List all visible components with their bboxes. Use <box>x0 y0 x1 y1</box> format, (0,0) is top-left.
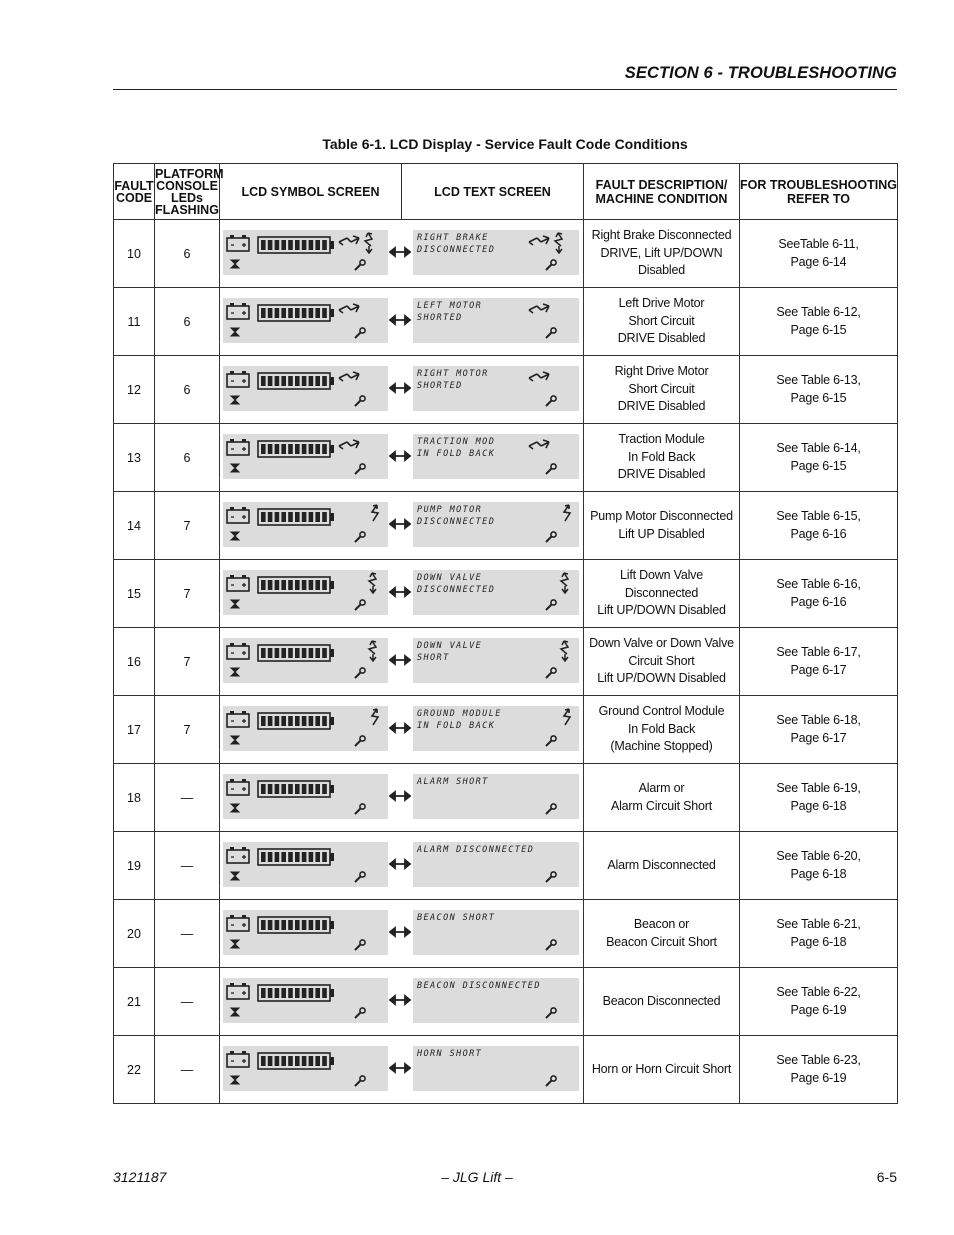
lcd-screens-cell <box>220 424 584 492</box>
wrench-icon <box>546 668 556 678</box>
double-arrow-icon <box>388 858 412 870</box>
drive-icon <box>339 236 359 245</box>
table-title: Table 6-1. LCD Display - Service Fault Code Conditions <box>322 136 688 152</box>
wrench-icon <box>355 464 365 474</box>
lcd-text-line-2: DISCONNECTED <box>417 245 496 255</box>
charge-gauge-icon <box>258 917 334 933</box>
lcd-screens-cell <box>220 900 584 968</box>
wrench-icon <box>546 736 556 746</box>
table-row <box>114 764 898 832</box>
fault-description-cell: Lift Down Valve Disconnected Lift UP/DOWN Disabled <box>584 560 740 628</box>
fault-code-cell: 20 <box>114 900 155 968</box>
lcd-text-line-1: DOWN VALVE <box>417 641 483 651</box>
refer-to-cell: See Table 6-22, Page 6-19 <box>740 968 898 1036</box>
lcd-text-screen <box>413 910 579 955</box>
wrench-icon <box>355 736 365 746</box>
wrench-icon <box>355 1008 365 1018</box>
double-arrow-icon <box>388 314 412 326</box>
table-row <box>114 628 898 696</box>
lcd-screens-cell <box>220 220 584 288</box>
battery-icon <box>227 439 249 455</box>
lcd-symbol-screen <box>223 366 388 411</box>
lcd-text-screen <box>413 230 579 275</box>
fault-description-cell: Right Drive Motor Short Circuit DRIVE Disabled <box>584 356 740 424</box>
fault-description-cell: Down Valve or Down Valve Circuit Short Lift UP/DOWN Disabled <box>584 628 740 696</box>
section-title: SECTION 6 - TROUBLESHOOTING <box>624 64 897 82</box>
led-flash-cell: — <box>155 968 220 1036</box>
footer-brand: – JLG Lift – <box>441 1169 513 1185</box>
refer-to-cell: See Table 6-19, Page 6-18 <box>740 764 898 832</box>
fault-code-cell: 17 <box>114 696 155 764</box>
refer-to-cell: See Table 6-16, Page 6-16 <box>740 560 898 628</box>
wrench-icon <box>355 804 365 814</box>
lcd-text-line-2: DISCONNECTED <box>417 517 496 527</box>
charge-gauge-icon <box>258 509 334 525</box>
refer-to-cell: See Table 6-20, Page 6-18 <box>740 832 898 900</box>
lcd-symbol-screen <box>223 230 388 275</box>
drive-icon <box>339 372 359 381</box>
double-arrow-icon <box>388 1062 412 1074</box>
fault-code-table <box>113 163 898 1104</box>
fault-description-cell: Beacon or Beacon Circuit Short <box>584 900 740 968</box>
double-arrow-icon <box>388 654 412 666</box>
lcd-symbol-screen <box>223 978 388 1023</box>
refer-to-cell: See Table 6-17, Page 6-17 <box>740 628 898 696</box>
hourglass-icon <box>231 804 239 812</box>
lcd-text-line-1: HORN SHORT <box>417 1049 483 1059</box>
lift-icon <box>369 573 376 593</box>
hourglass-icon <box>231 600 239 608</box>
lift-up-icon <box>564 505 570 521</box>
battery-icon <box>227 235 249 251</box>
double-arrow-icon <box>388 518 412 530</box>
led-flash-cell: 6 <box>155 424 220 492</box>
lcd-text-line-2: DISCONNECTED <box>417 585 496 595</box>
wrench-icon <box>355 600 365 610</box>
fault-code-cell: 16 <box>114 628 155 696</box>
fault-description-cell: Alarm Disconnected <box>584 832 740 900</box>
lcd-text-line-2: SHORTED <box>417 313 463 323</box>
battery-icon <box>227 507 249 523</box>
hourglass-icon <box>231 260 239 268</box>
hourglass-icon <box>231 328 239 336</box>
fault-code-cell: 11 <box>114 288 155 356</box>
charge-gauge-icon <box>258 781 334 797</box>
led-flash-cell: 7 <box>155 696 220 764</box>
double-arrow-icon <box>388 450 412 462</box>
lift-up-icon <box>564 709 570 725</box>
led-flash-cell: — <box>155 900 220 968</box>
lcd-text-line-1: GROUND MODULE <box>417 709 502 719</box>
col-header-lcd-text: LCD TEXT SCREEN <box>402 164 584 220</box>
battery-icon <box>227 1051 249 1067</box>
fault-code-cell: 15 <box>114 560 155 628</box>
wrench-icon <box>546 872 556 882</box>
wrench-icon <box>355 940 365 950</box>
battery-icon <box>227 371 249 387</box>
lcd-screens-cell <box>220 492 584 560</box>
charge-gauge-icon <box>258 645 334 661</box>
refer-to-cell: See Table 6-15, Page 6-16 <box>740 492 898 560</box>
lcd-text-screen <box>413 366 579 411</box>
hourglass-icon <box>231 1008 239 1016</box>
lcd-screens-cell <box>220 356 584 424</box>
lcd-text-line-1: BEACON SHORT <box>417 913 496 923</box>
battery-icon <box>227 711 249 727</box>
col-header-fault-code: FAULT CODE <box>114 164 155 220</box>
wrench-icon <box>546 260 556 270</box>
refer-to-cell: SeeTable 6-11, Page 6-14 <box>740 220 898 288</box>
lcd-text-screen <box>413 502 579 547</box>
lcd-text-line-1: RIGHT MOTOR <box>417 369 489 379</box>
battery-icon <box>227 983 249 999</box>
lcd-text-screen <box>413 570 579 615</box>
lcd-symbol-screen <box>223 910 388 955</box>
wrench-icon <box>355 1076 365 1086</box>
wrench-icon <box>355 260 365 270</box>
fault-description-cell: Horn or Horn Circuit Short <box>584 1036 740 1104</box>
hourglass-icon <box>231 668 239 676</box>
lcd-text-line-2: SHORTED <box>417 381 463 391</box>
fault-description-cell: Alarm or Alarm Circuit Short <box>584 764 740 832</box>
wrench-icon <box>355 668 365 678</box>
col-header-refer-to: FOR TROUBLESHOOTING REFER TO <box>740 164 898 220</box>
lcd-text-screen <box>413 298 579 343</box>
lift-icon <box>561 573 568 593</box>
table-row <box>114 900 898 968</box>
charge-gauge-icon <box>258 373 334 389</box>
charge-gauge-icon <box>258 1053 334 1069</box>
wrench-icon <box>546 464 556 474</box>
led-flash-cell: 7 <box>155 628 220 696</box>
charge-gauge-icon <box>258 237 334 253</box>
lcd-symbol-screen <box>223 774 388 819</box>
battery-icon <box>227 643 249 659</box>
table-row <box>114 968 898 1036</box>
table-row <box>114 832 898 900</box>
drive-icon <box>529 304 549 313</box>
lcd-screens-cell <box>220 560 584 628</box>
led-flash-cell: — <box>155 1036 220 1104</box>
doc-number: 3121187 <box>113 1169 167 1185</box>
wrench-icon <box>355 328 365 338</box>
lcd-symbol-screen <box>223 842 388 887</box>
wrench-icon <box>546 940 556 950</box>
fault-code-cell: 13 <box>114 424 155 492</box>
fault-code-cell: 18 <box>114 764 155 832</box>
refer-to-cell: See Table 6-13, Page 6-15 <box>740 356 898 424</box>
wrench-icon <box>546 804 556 814</box>
double-arrow-icon <box>388 586 412 598</box>
double-arrow-icon <box>388 926 412 938</box>
lcd-text-line-2: SHORT <box>417 653 450 663</box>
lcd-text-screen <box>413 1046 579 1091</box>
hourglass-icon <box>231 872 239 880</box>
lcd-symbol-screen <box>223 1046 388 1091</box>
hourglass-icon <box>231 464 239 472</box>
led-flash-cell: 6 <box>155 288 220 356</box>
lcd-text-line-1: ALARM DISCONNECTED <box>417 845 535 855</box>
table-header-row <box>114 164 898 220</box>
wrench-icon <box>355 872 365 882</box>
battery-icon <box>227 847 249 863</box>
charge-gauge-icon <box>258 441 334 457</box>
refer-to-cell: See Table 6-14, Page 6-15 <box>740 424 898 492</box>
fault-code-cell: 14 <box>114 492 155 560</box>
wrench-icon <box>546 600 556 610</box>
wrench-icon <box>546 396 556 406</box>
fault-code-cell: 22 <box>114 1036 155 1104</box>
fault-code-cell: 19 <box>114 832 155 900</box>
wrench-icon <box>546 532 556 542</box>
lcd-symbol-screen <box>223 638 388 683</box>
refer-to-cell: See Table 6-18, Page 6-17 <box>740 696 898 764</box>
fault-description-cell: Ground Control Module In Fold Back (Machine Stopped) <box>584 696 740 764</box>
lcd-symbol-screen <box>223 434 388 479</box>
lift-icon <box>555 233 562 253</box>
table-row <box>114 424 898 492</box>
drive-icon <box>339 304 359 313</box>
battery-icon <box>227 303 249 319</box>
lift-up-icon <box>372 709 378 725</box>
hourglass-icon <box>231 1076 239 1084</box>
fault-code-cell: 12 <box>114 356 155 424</box>
refer-to-cell: See Table 6-23, Page 6-19 <box>740 1036 898 1104</box>
col-header-platform-leds: PLATFORM CONSOLE LEDs FLASHING <box>155 164 220 220</box>
table-row <box>114 220 898 288</box>
lift-up-icon <box>372 505 378 521</box>
wrench-icon <box>546 328 556 338</box>
charge-gauge-icon <box>258 849 334 865</box>
drive-icon <box>529 236 549 245</box>
lcd-text-screen <box>413 638 579 683</box>
wrench-icon <box>546 1008 556 1018</box>
lcd-screens-cell <box>220 696 584 764</box>
lcd-screens-cell <box>220 764 584 832</box>
double-arrow-icon <box>388 722 412 734</box>
double-arrow-icon <box>388 246 412 258</box>
charge-gauge-icon <box>258 577 334 593</box>
page-number: 6-5 <box>876 1169 897 1185</box>
lift-icon <box>561 641 568 661</box>
fault-code-cell: 21 <box>114 968 155 1036</box>
table-row <box>114 288 898 356</box>
battery-icon <box>227 779 249 795</box>
fault-code-cell: 10 <box>114 220 155 288</box>
fault-description-cell: Beacon Disconnected <box>584 968 740 1036</box>
table-row <box>114 1036 898 1104</box>
lcd-text-line-2: IN FOLD BACK <box>417 721 496 731</box>
double-arrow-icon <box>388 382 412 394</box>
charge-gauge-icon <box>258 713 334 729</box>
lcd-text-screen <box>413 842 579 887</box>
led-flash-cell: 6 <box>155 356 220 424</box>
led-flash-cell: — <box>155 764 220 832</box>
lift-icon <box>369 641 376 661</box>
lcd-text-line-1: LEFT MOTOR <box>417 301 483 311</box>
led-flash-cell: — <box>155 832 220 900</box>
lcd-text-line-2: IN FOLD BACK <box>417 449 496 459</box>
charge-gauge-icon <box>258 305 334 321</box>
lcd-text-screen <box>413 706 579 751</box>
battery-icon <box>227 575 249 591</box>
lcd-text-screen <box>413 978 579 1023</box>
lcd-text-line-1: TRACTION MOD <box>417 437 496 447</box>
lcd-screens-cell <box>220 1036 584 1104</box>
lcd-symbol-screen <box>223 298 388 343</box>
led-flash-cell: 7 <box>155 560 220 628</box>
lcd-screens-cell <box>220 968 584 1036</box>
lcd-text-screen <box>413 774 579 819</box>
col-header-fault-description: FAULT DESCRIPTION/ MACHINE CONDITION <box>584 164 740 220</box>
header-rule <box>113 89 897 90</box>
refer-to-cell: See Table 6-12, Page 6-15 <box>740 288 898 356</box>
drive-icon <box>529 440 549 449</box>
wrench-icon <box>546 1076 556 1086</box>
fault-description-cell: Pump Motor Disconnected Lift UP Disabled <box>584 492 740 560</box>
lcd-symbol-screen <box>223 502 388 547</box>
lcd-text-line-1: DOWN VALVE <box>417 573 483 583</box>
refer-to-cell: See Table 6-21, Page 6-18 <box>740 900 898 968</box>
lcd-text-line-1: ALARM SHORT <box>417 777 489 787</box>
led-flash-cell: 6 <box>155 220 220 288</box>
table-row <box>114 560 898 628</box>
hourglass-icon <box>231 396 239 404</box>
col-header-lcd-symbol: LCD SYMBOL SCREEN <box>220 164 402 220</box>
fault-description-cell: Traction Module In Fold Back DRIVE Disabled <box>584 424 740 492</box>
drive-icon <box>339 440 359 449</box>
double-arrow-icon <box>388 790 412 802</box>
wrench-icon <box>355 396 365 406</box>
table-row <box>114 492 898 560</box>
lift-icon <box>365 233 372 253</box>
lcd-screens-cell <box>220 832 584 900</box>
charge-gauge-icon <box>258 985 334 1001</box>
lcd-text-line-1: PUMP MOTOR <box>417 505 483 515</box>
lcd-screens-cell <box>220 628 584 696</box>
hourglass-icon <box>231 940 239 948</box>
lcd-symbol-screen <box>223 570 388 615</box>
lcd-symbol-screen <box>223 706 388 751</box>
drive-icon <box>529 372 549 381</box>
table-row <box>114 356 898 424</box>
lcd-screens-cell <box>220 288 584 356</box>
led-flash-cell: 7 <box>155 492 220 560</box>
lcd-text-screen <box>413 434 579 479</box>
fault-description-cell: Left Drive Motor Short Circuit DRIVE Disabled <box>584 288 740 356</box>
table-row <box>114 696 898 764</box>
wrench-icon <box>355 532 365 542</box>
lcd-text-line-1: BEACON DISCONNECTED <box>417 981 541 991</box>
hourglass-icon <box>231 736 239 744</box>
lcd-text-line-1: RIGHT BRAKE <box>417 233 489 243</box>
battery-icon <box>227 915 249 931</box>
double-arrow-icon <box>388 994 412 1006</box>
fault-description-cell: Right Brake Disconnected DRIVE, Lift UP/DOWN Disabled <box>584 220 740 288</box>
hourglass-icon <box>231 532 239 540</box>
